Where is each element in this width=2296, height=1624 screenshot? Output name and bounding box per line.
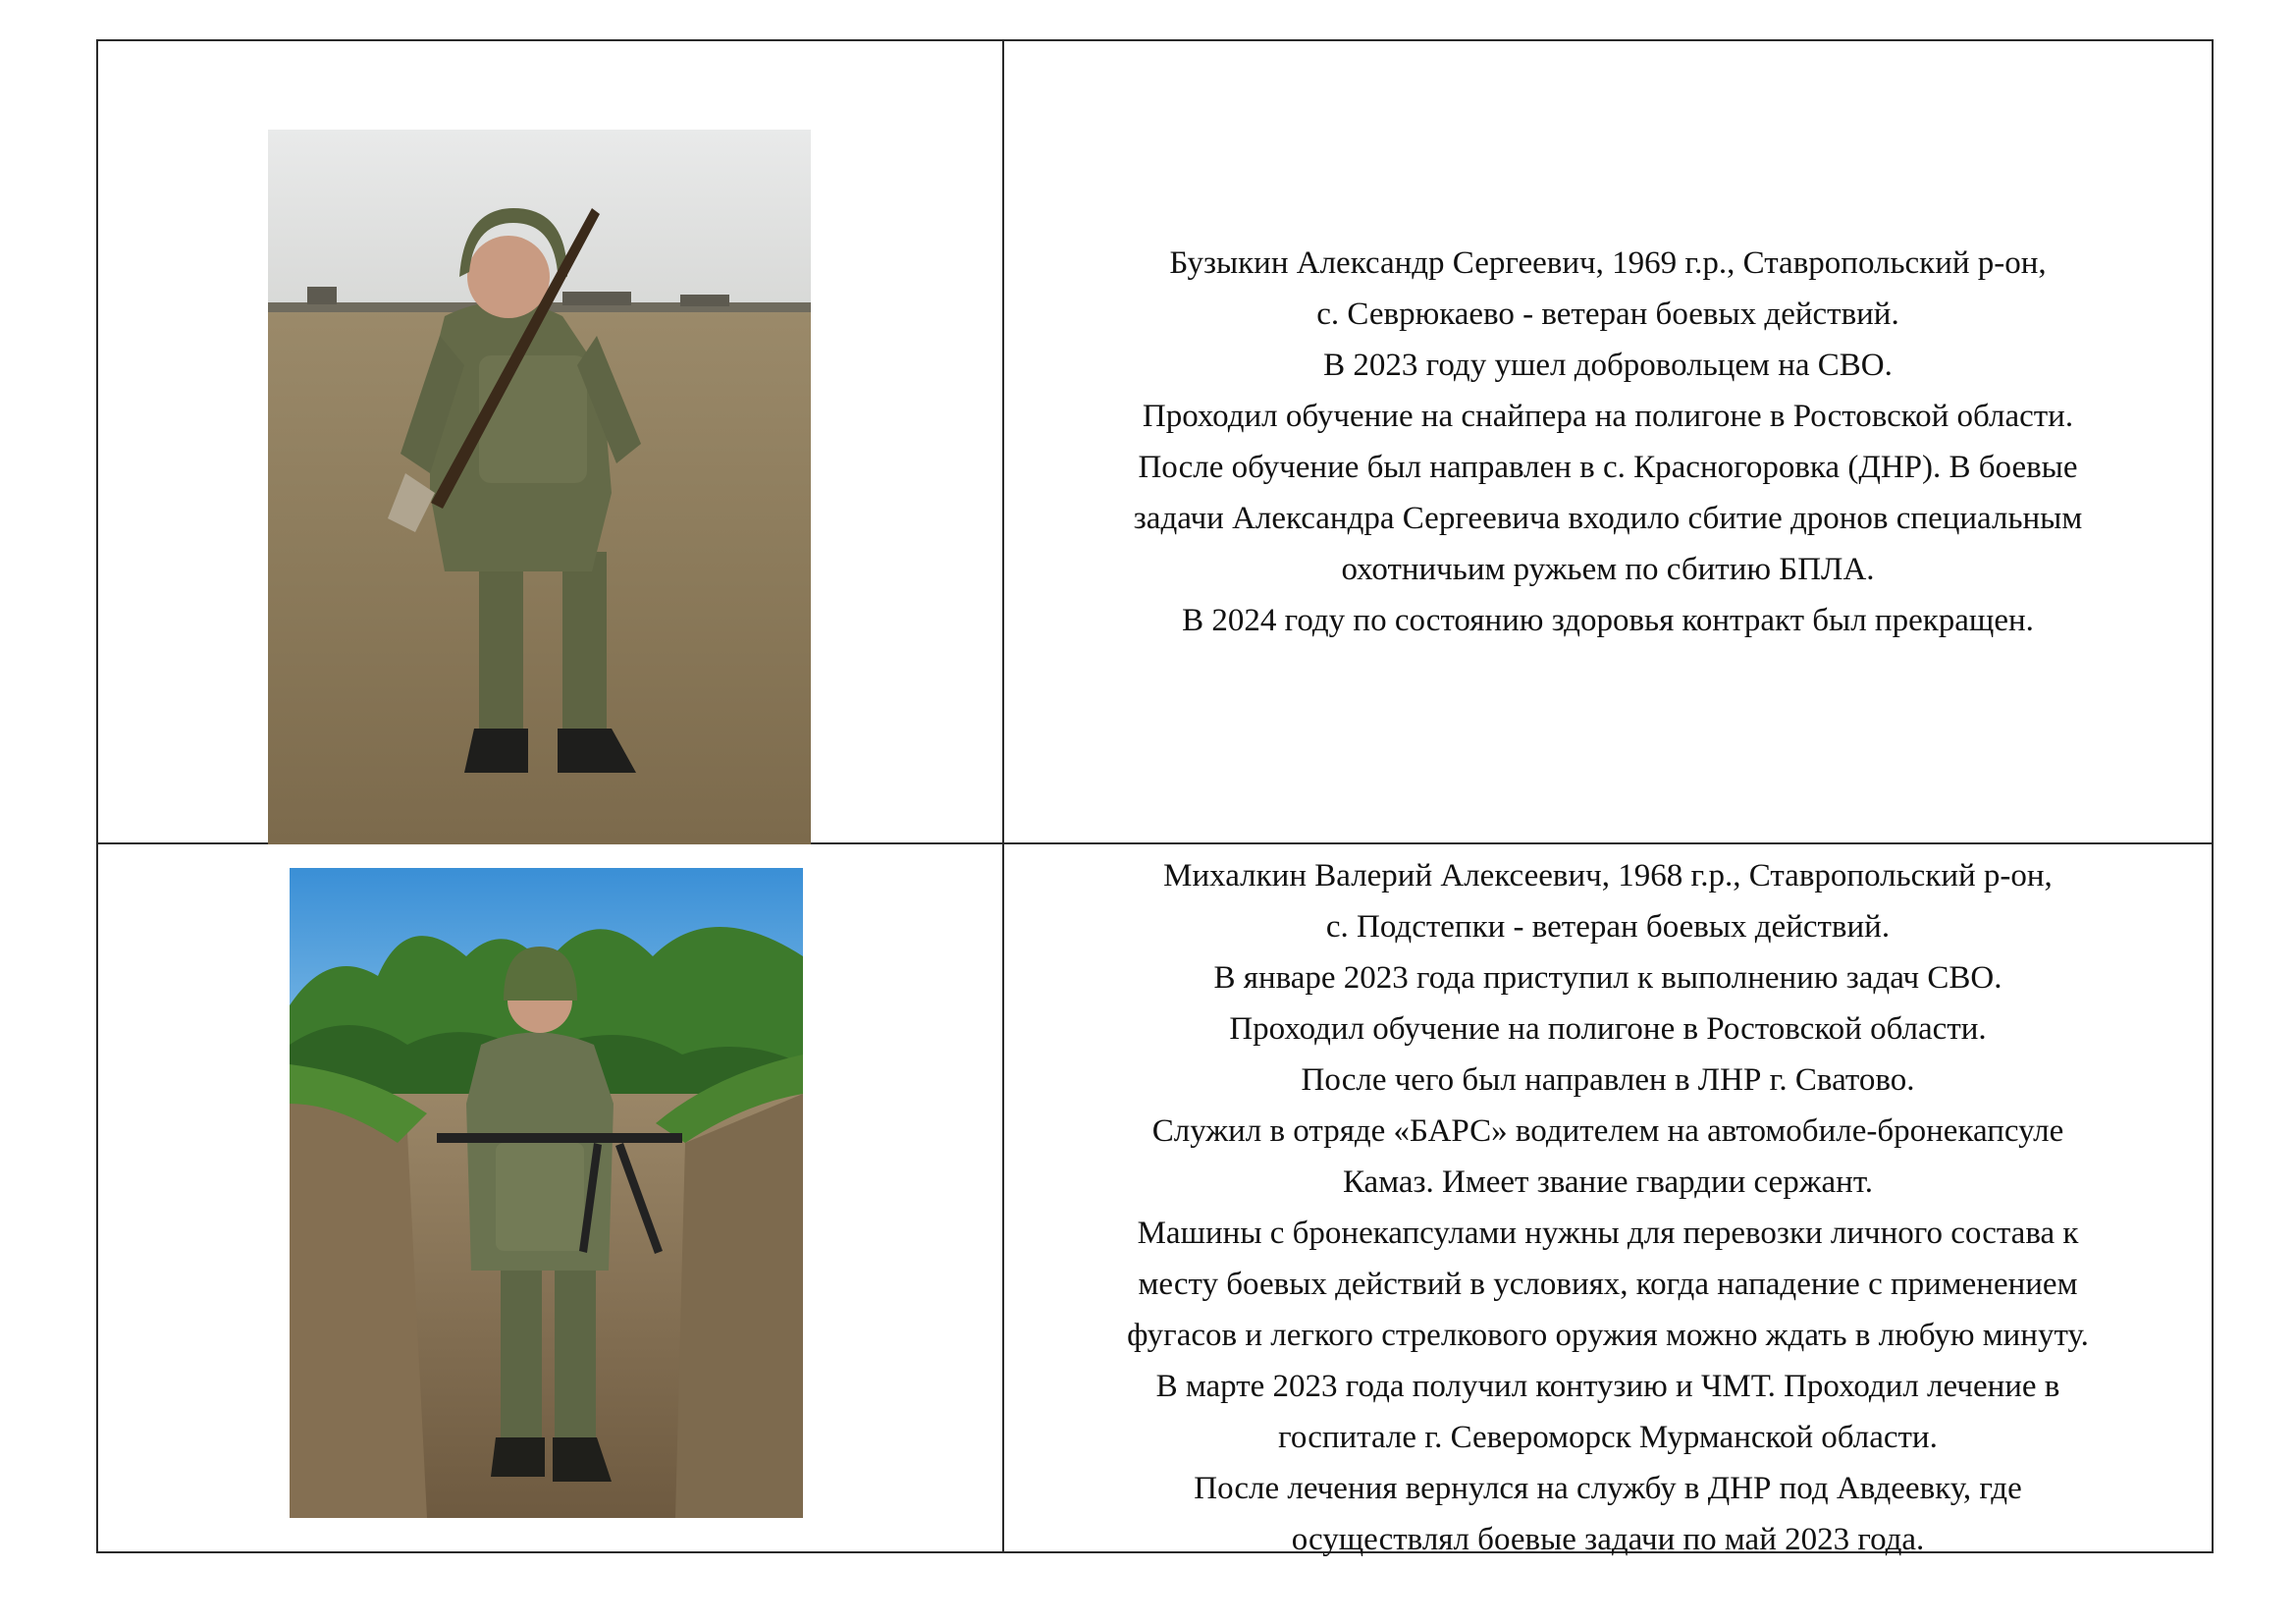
table-row [98,844,2212,1557]
bio-line: задачи Александра Сергеевича входило сбитие дронов специальным [1133,501,2083,536]
bio-cell [1004,41,2212,842]
bio-line: В 2024 году по состоянию здоровья контракт был прекращен. [1182,603,2034,638]
bio-line: Машины с бронекапсулами нужны для перевозки личного состава к [1137,1216,2079,1251]
table-row [98,41,2212,844]
bio-line: Бузыкин Александр Сергеевич, 1969 г.р., Ставропольский р-он, [1169,245,2047,281]
bio-line: Проходил обучение на полигоне в Ростовской области. [1229,1011,1987,1047]
veterans-table [96,39,2214,1557]
bio-line: с. Севрюкаево - ветеран боевых действий. [1316,297,1899,332]
bio-line: Проходил обучение на снайпера на полигоне в Ростовской области. [1142,399,2074,434]
bio-cell [1004,844,2212,1557]
bio-line: Служил в отряде «БАРС» водителем на автомобиле-бронекапсуле [1151,1113,2064,1149]
bio-line: После лечения вернулся на службу в ДНР под Авдеевку, где [1194,1471,2022,1506]
photo-cell [98,41,1004,842]
soldier-photo-2 [290,868,803,1518]
bio-line: В 2023 году ушел добровольцем на СВО. [1323,348,1893,383]
bio-line: Камаз. Имеет звание гвардии сержант. [1342,1164,1874,1200]
bio-line: В марте 2023 года получил контузию и ЧМТ. Проходил лечение в [1155,1369,2060,1404]
photo-cell [98,844,1004,1551]
bio-line: госпитале г. Североморск Мурманской области. [1278,1420,1938,1455]
bio-line: охотничьим ружьем по сбитию БПЛА. [1341,552,1875,587]
bio-line: с. Подстепки - ветеран боевых действий. [1325,909,1891,945]
bio-line: фугасов и легкого стрелкового оружия можно ждать в любую минуту. [1127,1318,2089,1353]
bio-line: Михалкин Валерий Алексеевич, 1968 г.р., Ставропольский р-он, [1163,858,2053,893]
bio-text-1 [1024,238,2192,646]
bio-line: После обучение был направлен в с. Красногоровка (ДНР). В боевые [1138,450,2078,485]
bio-line: После чего был направлен в ЛНР г. Сватово. [1301,1062,1915,1098]
bio-line: месту боевых действий в условиях, когда нападение с применением [1138,1267,2078,1302]
bio-text-2 [1024,850,2192,1565]
bio-line: В январе 2023 года приступил к выполнению задач СВО. [1213,960,2002,996]
soldier-photo-1 [268,130,811,844]
bio-line: осуществлял боевые задачи по май 2023 года. [1291,1522,1925,1557]
